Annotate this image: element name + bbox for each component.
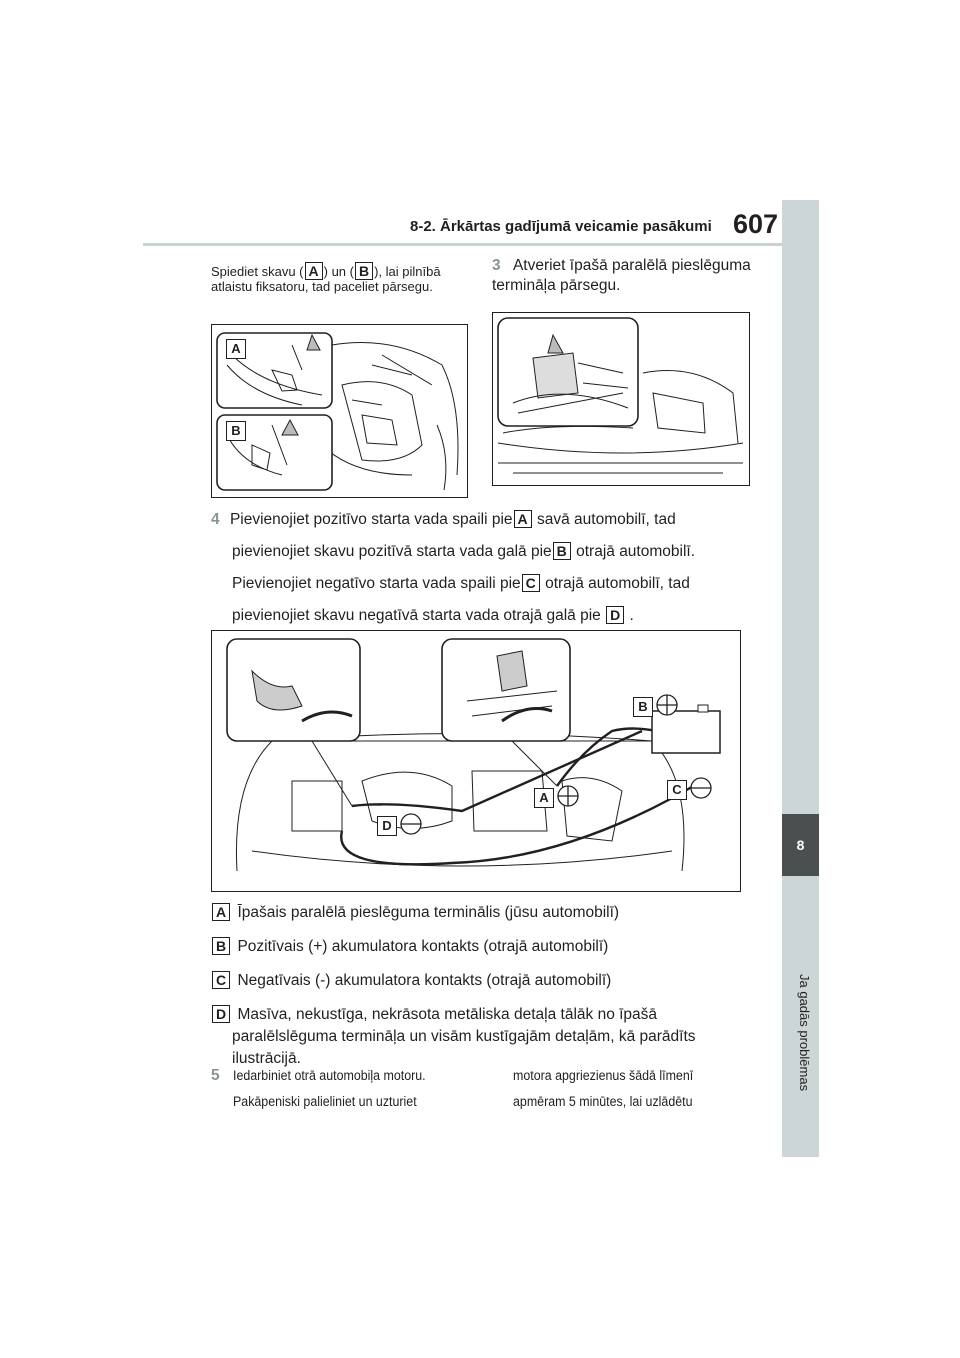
- figure3-label-d: D: [377, 816, 397, 836]
- jump-start-illustration: [212, 631, 740, 891]
- figure3-label-c: C: [667, 780, 687, 800]
- tag-c: C: [212, 971, 230, 989]
- figure3-label-b: B: [633, 697, 653, 717]
- tag-a: A: [212, 903, 230, 921]
- page-number: 607: [733, 209, 779, 239]
- hood-release-illustration: [212, 325, 467, 497]
- header-rule: [143, 243, 784, 246]
- legend-item: C Negatīvais (-) akumulatora kontakts (otrajā automobilī): [211, 971, 771, 991]
- step-5-col1-line2: Pakāpeniski palieliniet un uzturiet: [233, 1094, 417, 1109]
- chapter-number: 8: [782, 814, 819, 876]
- step-4-number: 4: [211, 511, 220, 528]
- step-3-number: 3: [492, 257, 501, 274]
- figure1-label-b: B: [226, 421, 246, 441]
- step-5-number: 5: [211, 1067, 220, 1084]
- legend-item: D Masīva, nekustīga, nekrāsota metāliska detaļa tālāk no īpašā paralēlslēguma termināļa un visām kustīgajām detaļām, kā parādīts ilustrācijā.: [211, 1005, 771, 1069]
- tag-a: A: [514, 510, 532, 528]
- step-5-col1-line1: Iedarbiniet otrā automobiļa motoru.: [233, 1068, 426, 1083]
- step-3: [492, 256, 752, 296]
- step-5: [211, 1066, 220, 1086]
- figure3-label-a: A: [534, 788, 554, 808]
- step-4: 4 Pievienojiet pozitīvo starta vada spaili pie A savā automobilī, tad pievienojiet skavu pozitīvā starta vada galā pie B otrajā automobilī. Pievienojiet negatīvo starta vada spaili pie C otrajā automobilī, tad pievienojiet skavu negatīvā starta vada otrajā galā pie D .: [211, 511, 696, 624]
- tag-c: C: [522, 574, 540, 592]
- figure-jump-start-connection: [211, 630, 741, 892]
- tag-b: B: [212, 937, 230, 955]
- step-5-col2-line2: apmēram 5 minūtes, lai uzlādētu: [513, 1094, 693, 1109]
- tag-a: A: [305, 262, 323, 280]
- step-5-col2-line1: motora apgriezienus šādā līmenī: [513, 1068, 694, 1083]
- chapter-title: Ja gadās problēmas: [797, 974, 812, 1092]
- legend-item: A Īpašais paralēlā pieslēguma terminālis (jūsu automobilī): [211, 903, 771, 923]
- figure-hood-release: [211, 324, 468, 498]
- legend-item: B Pozitīvais (+) akumulatora kontakts (otrajā automobilī): [211, 937, 771, 957]
- figure1-label-a: A: [226, 339, 246, 359]
- legend: [211, 903, 771, 1069]
- section-title: 8-2. Ārkārtas gadījumā veicamie pasākumi: [410, 218, 712, 235]
- tag-b: B: [355, 262, 373, 280]
- step-3-text: Atveriet īpašā paralēlā pieslēguma termināļa pārsegu.: [492, 257, 751, 294]
- intro-text: Spiediet skavu ( A ) un ( B ), lai pilnībā atlaistu fiksatoru, tad paceliet pārsegu.: [211, 263, 441, 294]
- terminal-cover-illustration: [493, 313, 749, 485]
- tag-d: D: [212, 1005, 230, 1023]
- figure-terminal-cover: [492, 312, 750, 486]
- tag-b: B: [553, 542, 571, 560]
- tag-d: D: [606, 606, 624, 624]
